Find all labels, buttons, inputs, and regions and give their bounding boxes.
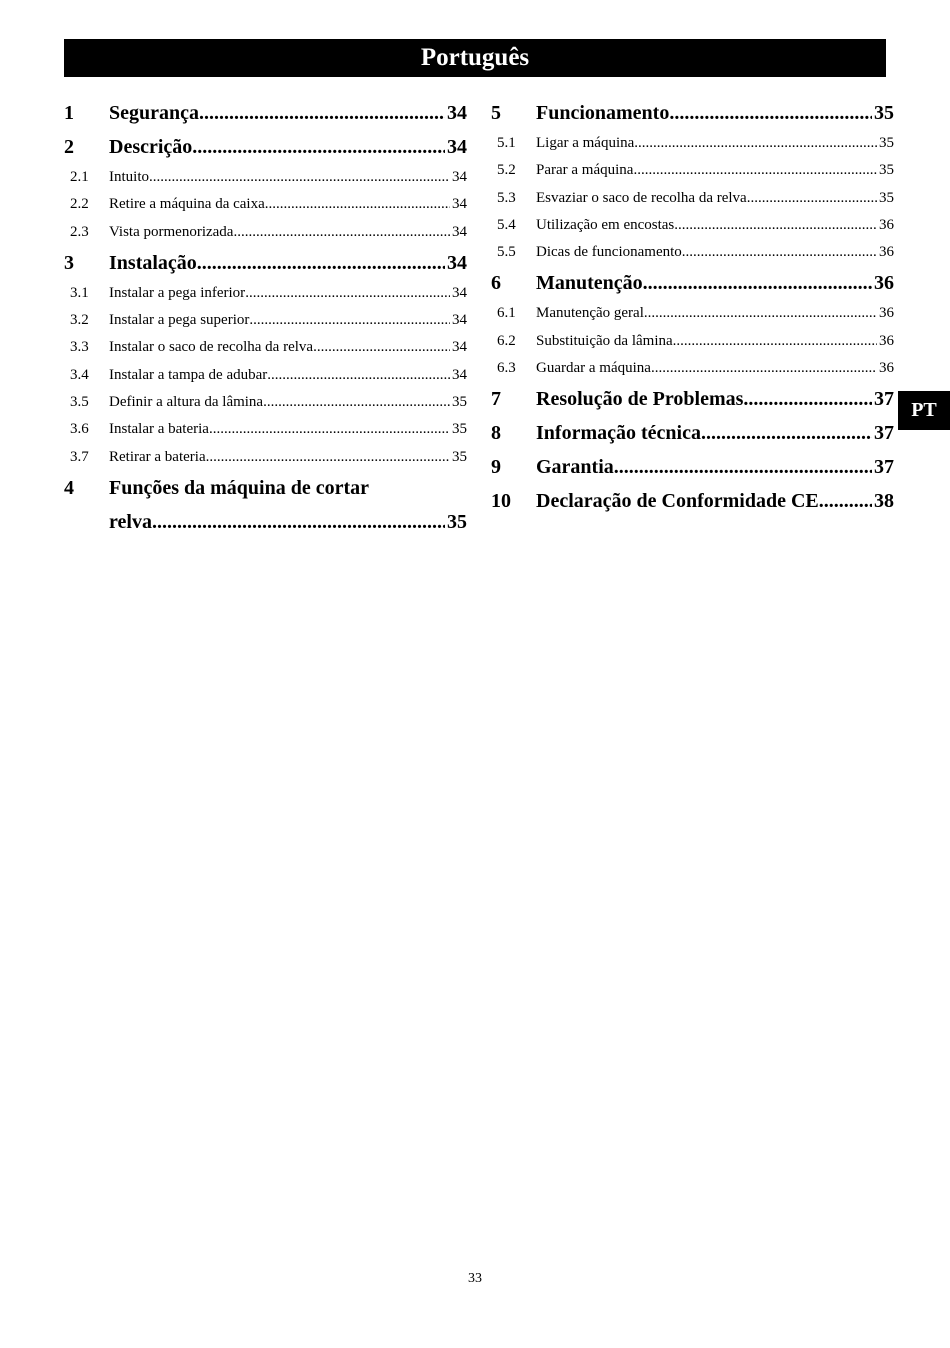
toc-entry-page: 36 (879, 360, 894, 377)
toc-entry-3-1[interactable] (64, 280, 467, 307)
toc-entry-label: Manutenção (536, 272, 643, 295)
toc-entry-page: 36 (879, 244, 894, 261)
toc-entry-6-1[interactable] (491, 300, 894, 327)
toc-entry-label: Definir a altura da lâmina (109, 394, 264, 411)
toc-entry-page: 35 (447, 510, 467, 533)
toc-entry-page: 34 (452, 366, 467, 383)
toc-entry-9[interactable] (491, 450, 894, 484)
toc-entry-1[interactable] (64, 96, 467, 130)
toc-entry-label: Parar a máquina (536, 162, 634, 179)
toc-entry-5-4[interactable] (491, 212, 894, 239)
language-title-bar (64, 39, 886, 77)
toc-entry-number: 2 (64, 136, 74, 158)
toc-entry-5-3[interactable] (491, 185, 894, 212)
language-side-tab (898, 391, 950, 430)
toc-entry-label: Garantia (536, 456, 614, 479)
dot-leader (267, 362, 450, 389)
toc-entry-number: 8 (491, 422, 501, 445)
toc-entry-label: Retire a máquina da caixa (109, 196, 265, 213)
toc-entry-label: Ligar a máquina (536, 135, 635, 151)
dot-leader (249, 307, 450, 334)
toc-entry-number: 3.1 (70, 284, 89, 301)
toc-entry-5-1[interactable] (491, 130, 894, 157)
toc-entry-number: 3 (64, 251, 74, 274)
toc-entry-number: 7 (491, 388, 501, 411)
toc-entry-label: Utilização em encostas (536, 216, 675, 233)
toc-entry-number: 1 (64, 102, 74, 124)
toc-entry-page: 35 (879, 162, 894, 179)
toc-entry-number: 4 (64, 476, 74, 499)
dot-leader (747, 185, 877, 212)
toc-entry-number: 3.3 (70, 339, 89, 356)
dot-leader (674, 212, 877, 239)
toc-entry-page: 34 (447, 136, 467, 158)
dot-leader (633, 157, 877, 184)
dot-leader (669, 96, 872, 130)
toc-entry-page: 36 (874, 272, 894, 295)
dot-leader (209, 416, 450, 443)
toc-entry-page: 34 (452, 196, 467, 213)
dot-leader (673, 328, 877, 355)
dot-leader (149, 164, 450, 191)
toc-entry-label: Vista pormenorizada (109, 223, 234, 240)
toc-entry-6[interactable] (491, 266, 894, 300)
toc-entry-2-3[interactable] (64, 219, 467, 246)
toc-entry-label: Dicas de funcionamento (536, 244, 682, 261)
toc-entry-number: 3.5 (70, 394, 89, 411)
toc-entry-5-2[interactable] (491, 157, 894, 184)
toc-entry-number: 6.2 (497, 332, 516, 349)
dot-leader (192, 130, 445, 164)
dot-leader (644, 300, 877, 327)
toc-entry-label: Guardar a máquina (536, 360, 651, 377)
dot-leader (265, 191, 450, 218)
toc-entry-2[interactable] (64, 130, 467, 164)
toc-entry-number: 6.3 (497, 360, 516, 377)
toc-entry-number: 5.5 (497, 244, 516, 261)
toc-entry-6-3[interactable] (491, 355, 894, 382)
toc-entry-number: 5.4 (497, 216, 516, 233)
toc-entry-number: 5.3 (497, 189, 516, 206)
toc-entry-number: 5.1 (497, 135, 516, 151)
toc-entry-label: Instalação (109, 251, 197, 274)
toc-entry-page: 35 (874, 102, 894, 124)
toc-entry-number: 10 (491, 490, 511, 513)
dot-leader (643, 266, 872, 300)
dot-leader (245, 280, 450, 307)
toc-entry-number: 6 (491, 272, 501, 295)
toc-entry-4[interactable] (64, 471, 467, 539)
toc-entry-page: 34 (447, 102, 467, 124)
dot-leader (651, 355, 877, 382)
toc-entry-3-6[interactable] (64, 416, 467, 443)
toc-entry-page: 35 (879, 189, 894, 206)
toc-entry-label: Instalar a pega inferior (109, 284, 246, 301)
toc-entry-3-5[interactable] (64, 389, 467, 416)
toc-entry-8[interactable] (491, 416, 894, 450)
toc-left-column (64, 96, 467, 539)
toc-entry-page: 37 (874, 388, 894, 411)
toc-entry-2-2[interactable] (64, 191, 467, 218)
toc-right-entries (491, 96, 894, 518)
toc-right-column (491, 96, 894, 518)
toc-entry-page: 34 (452, 284, 467, 301)
toc-left-entries (64, 96, 467, 471)
toc-entry-10[interactable] (491, 484, 894, 518)
toc-entry-page: 34 (452, 312, 467, 329)
toc-entry-label: Informação técnica (536, 422, 701, 445)
toc-entry-5[interactable] (491, 96, 894, 130)
toc-entry-page: 37 (874, 456, 894, 479)
toc-entry-page: 35 (452, 421, 467, 438)
toc-entry-3-3[interactable] (64, 334, 467, 361)
toc-entry-page: 34 (452, 339, 467, 356)
dot-leader (701, 416, 872, 450)
dot-leader (197, 246, 445, 280)
toc-entry-5-5[interactable] (491, 239, 894, 266)
dot-leader (263, 389, 450, 416)
dot-leader (819, 484, 872, 518)
toc-entry-page: 34 (447, 251, 467, 274)
toc-entry-page: 34 (452, 223, 467, 240)
toc-entry-number: 6.1 (497, 305, 516, 322)
toc-entry-label: Intuito (109, 169, 149, 185)
page-number: 33 (468, 1271, 482, 1286)
toc-entry-3-7[interactable] (64, 444, 467, 471)
toc-entry-page: 36 (879, 216, 894, 233)
toc-entry-3-2[interactable] (64, 307, 467, 334)
toc-entry-label: Instalar a tampa de adubar (109, 366, 268, 383)
toc-entry-6-2[interactable] (491, 328, 894, 355)
toc-entry-2-1[interactable] (64, 164, 467, 191)
dot-leader (743, 382, 872, 416)
toc-entry-label: Segurança (109, 102, 199, 124)
dot-leader (233, 219, 450, 246)
toc-entry-page: 36 (879, 332, 894, 349)
toc-entry-7[interactable] (491, 382, 894, 416)
dot-leader (682, 239, 877, 266)
toc-entry-page: 34 (452, 169, 467, 185)
toc-entry-page: 38 (874, 490, 894, 513)
toc-entry-label: Substituição da lâmina (536, 332, 673, 349)
toc-entry-number: 9 (491, 456, 501, 479)
toc-entry-3[interactable] (64, 246, 467, 280)
toc-entry-label: Retirar a bateria (109, 448, 206, 465)
toc-entry-page: 35 (879, 135, 894, 151)
toc-entry-number: 2.1 (70, 169, 89, 185)
toc-entry-label: Instalar o saco de recolha da relva (109, 339, 314, 356)
toc-entry-number: 5.2 (497, 162, 516, 179)
dot-leader (152, 505, 445, 539)
dot-leader (199, 96, 445, 130)
toc-entry-label: Instalar a pega superior (109, 312, 250, 329)
toc-entry-label: Descrição (109, 136, 193, 158)
toc-entry-page: 37 (874, 422, 894, 445)
dot-leader (206, 444, 450, 471)
toc-entry-label: Instalar a bateria (109, 421, 209, 438)
toc-entry-label: Manutenção geral (536, 305, 644, 322)
dot-leader (634, 130, 877, 157)
toc-entry-number: 2.3 (70, 223, 89, 240)
toc-entry-label: Declaração de Conformidade CE (536, 490, 819, 513)
toc-entry-label: Funções da máquina de cortar (109, 476, 369, 499)
toc-entry-number: 3.7 (70, 448, 89, 465)
dot-leader (313, 334, 450, 361)
toc-entry-label: Resolução de Problemas (536, 388, 744, 411)
toc-entry-number: 3.4 (70, 366, 89, 383)
toc-entry-number: 3.6 (70, 421, 89, 438)
toc-entry-number: 5 (491, 102, 501, 124)
toc-entry-page: 36 (879, 305, 894, 322)
toc-entry-page: 35 (452, 448, 467, 465)
page-title: Português (420, 44, 530, 71)
language-code: PT (911, 399, 937, 421)
toc-entry-label-continued: relva (109, 510, 152, 533)
toc-entry-label: Esvaziar o saco de recolha da relva (536, 189, 747, 206)
toc-entry-label: Funcionamento (536, 102, 670, 124)
toc-entry-page: 35 (452, 394, 467, 411)
toc-entry-3-4[interactable] (64, 362, 467, 389)
toc-entry-number: 2.2 (70, 196, 89, 213)
dot-leader (614, 450, 872, 484)
toc-entry-number: 3.2 (70, 312, 89, 329)
